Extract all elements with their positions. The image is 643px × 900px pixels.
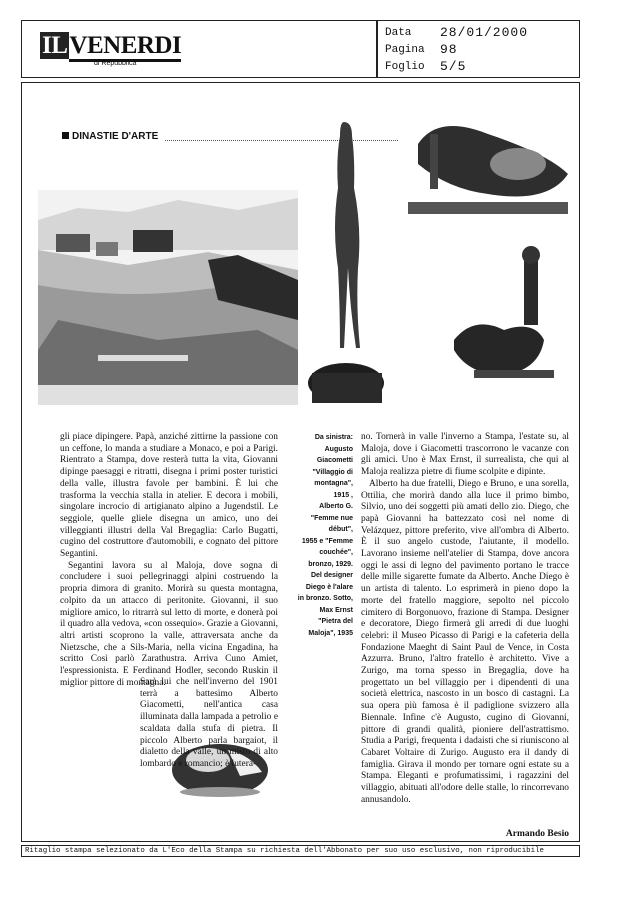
caption-line: bronzo, 1929. <box>308 560 353 568</box>
painting-villaggio-di-montagna <box>38 190 298 405</box>
foglio-value: 5/5 <box>440 59 467 74</box>
caption-line: Giacometti <box>316 457 353 464</box>
sculpture-femme-couchee <box>398 104 578 229</box>
sculpture-femme-nue-debout <box>300 118 395 418</box>
caption-line: 1955 e "Femme <box>301 537 353 545</box>
foglio-label: Foglio <box>385 61 425 73</box>
caption-line: Del designer <box>310 572 353 579</box>
logo-venerdi: VENERDI <box>69 32 181 62</box>
square-bullet-icon <box>62 132 69 139</box>
section-title-text: DINASTIE D'ARTE <box>72 131 159 142</box>
pagina-label: Pagina <box>385 44 425 56</box>
article-column-left-lower <box>140 677 278 771</box>
masthead-logo <box>40 32 181 60</box>
caption-line: Augusto <box>324 445 353 453</box>
author-signature: Armando Besio <box>505 829 569 839</box>
caption-line: montagna", <box>314 480 353 487</box>
caption-line: début", <box>328 526 353 533</box>
caption-line: Diego è l'alare <box>305 583 353 591</box>
caption-line: in bronzo. Sotto, <box>297 595 353 602</box>
caption-line: Max Ernst <box>319 606 353 614</box>
article-paragraph: gli piace dipingere. Papà, anziché zittirne la passione con un ceffone, lo manda a studiare a Monaco, e poi a Parigi. Rientrato a Stampa, dove resterà tutta la vita, Giovanni dipinge paesaggi e ritratti, disegna i primi poster turistici della valle, illustra favole per bambini. È lui che trasforma la vecchia stalla in atelier. E decora i mobili, singolare incrocio di artigianato alpino a Jugendstil. Le seggiole, quelle gliele disegna un amico, uno dei villeggianti illustri della Val Bregaglia: Carlo Bugatti, cugino del costruttore d'automobili, e cognato del pittore Segantini. <box>60 432 278 560</box>
article-column-right <box>361 432 569 807</box>
clipping-footer-notice: Ritaglio stampa selezionato da L'Eco della Stampa su richiesta dell'Abbonato per suo uso esclusivo, non riproducibile <box>21 845 580 857</box>
caption-line: "Pietra del <box>318 618 353 625</box>
article-paragraph: Segantini lavora su al Maloja, dove sogna di concludere i suoi pellegrinaggi alpini costruendo la propria dimora di granito. Morirà su questa montagna, colpito da un attacco di peritonite. Giovanni, il suo migliore amico, lo ritrarrà sul letto di morte, e donerà poi il quadro alla vedova, «con ossequio». Grazie a Giovanni, altri artisti scoprono la valle, attraversata anche da Nietzsche, che a Sils-Maria, nella vicina Engadina, ha scritto Così parlò Zarathustra. Arriva Cuno Amiet, l'espressionista. E Ferdinand Hodler, secondo Ruskin il miglior pittore di montagna. <box>60 560 278 688</box>
pagina-value: 98 <box>440 42 458 57</box>
article-paragraph: Alberto ha due fratelli, Diego e Bruno, e una sorella, Ottilia, che morirà dando alla luce il primo bimbo, Silvio, uno dei soggetti più amati dello zio. Diego, che papà Giovanni ha battezzato così nel nome di Velázquez, pittore preferito, vive all'ombra di Alberto. È il suo angelo custode, l'aiutante, il modello. Lavorano insieme nell'atelier di Stampa, dove ancora oggi le assi di legno del pavimento portano le tracce delle mille sigarette fumate da Alberto. Anche Diego è un artista di talento. Lo esprimerà in pieno dopo la morte del fratello maggiore, sepolto nel piccolo cimitero di Borgonuovo, frazione di Stampa. Designer e decoratore, Diego firmerà gli arredi di due luoghi celebri: il Museo Picasso di Parigi e la cafeteria della Fondazione Maeght di Saint Paul de Vence, in Costa Azzurra. Bruno, l'altro fratello è architetto. Vive a Zurigo, ma torna spesso in Bregaglia, dove ha progettato un bel villaggio per i dipendenti di una società elettrica, nascosto in un bosco di castagni. La sua opera più famosa è il padiglione svizzero alla Biennale. Infine c'è Augusto, cugino di Giovanni, pittore di grandi qualità, pioniere dell'astrattismo. Studia a Parigi, frequenta i dadaisti che si riuniscono al Cabaret Voltaire di Zurigo. Augusto era il dandy di famiglia. Girava il mondo per tornare ogni estate su a Stampa. Eleganti e profumatissimi, i ragazzini del villaggio, abituati all'odore delle stalle, lo rincorrevano annusandolo. <box>361 478 569 805</box>
sculpture-alare-bronzo <box>444 240 569 400</box>
caption-line: Alberto G. <box>319 503 353 510</box>
caption-line: "Femme nue <box>310 514 353 522</box>
photo-caption <box>285 432 353 639</box>
caption-line: Maloja", 1935 <box>308 629 353 637</box>
data-label: Data <box>385 27 412 39</box>
logo-subtitle: di Repubblica <box>94 60 137 67</box>
caption-line: "Villaggio di <box>312 468 353 476</box>
section-title <box>62 131 158 142</box>
caption-line: 1915 , <box>333 491 353 499</box>
article-column-left <box>60 432 278 689</box>
logo-il: IL <box>42 32 68 59</box>
data-value: 28/01/2000 <box>440 25 529 40</box>
caption-line: Da sinistra: <box>314 434 353 441</box>
caption-line: couchée", <box>319 549 353 556</box>
article-paragraph: no. Tornerà in valle l'inverno a Stampa, l'estate su, al Maloja, dove i Giacometti trascorrono le vacanze con gli amici. Uno è Max Ernst, il surrealista, che qui al Maloja realizza pietre di fiume scolpite e dipinte. <box>361 432 569 478</box>
article-paragraph: Sarà lui che nell'inverno del 1901 terrà a battesimo Alberto Giacometti, nell'antica casa illuminata dalla lampada a petrolio e scaldata dalla stufa di pietra. Il piccolo Alberto parla bargaiot, il dialetto della valle, un misto di alto lombardo e romancio; è lutera- <box>140 677 278 769</box>
